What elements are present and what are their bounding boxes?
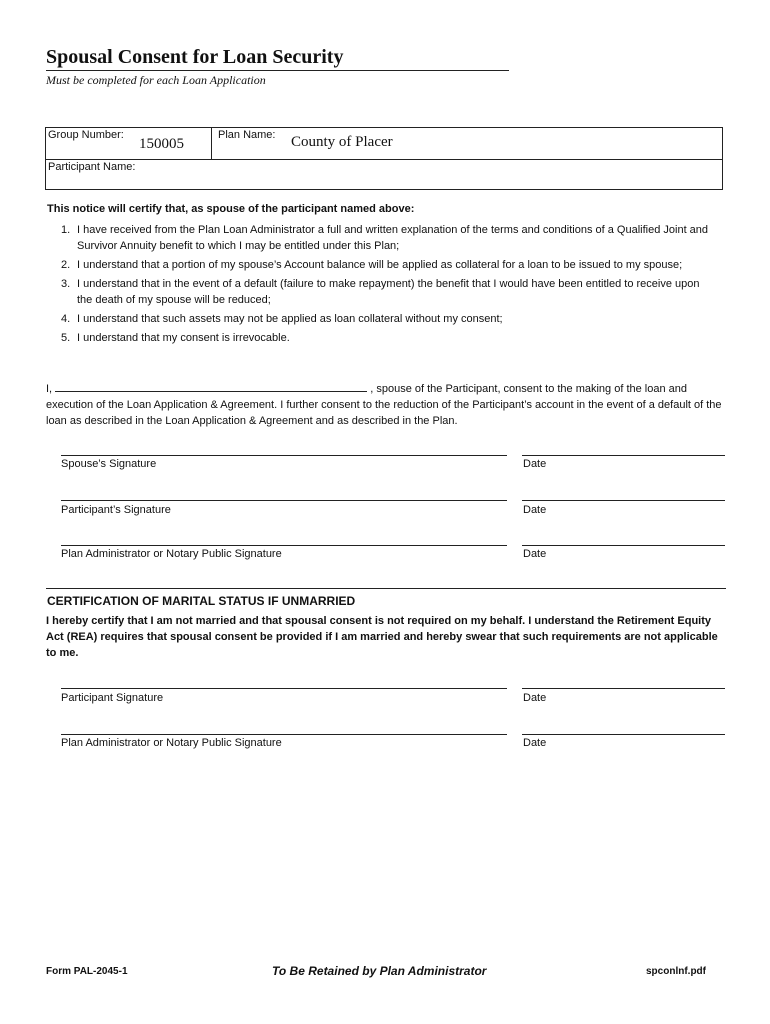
notice-heading: This notice will certify that, as spouse of the participant named above: bbox=[47, 203, 415, 215]
list-text: I understand that my consent is irrevocable. bbox=[77, 332, 290, 344]
list-item bbox=[61, 311, 711, 327]
spouse-signature-label: Spouse’s Signature bbox=[61, 458, 157, 470]
cert-participant-signature-label: Participant Signature bbox=[61, 692, 164, 704]
group-number-field[interactable]: 150005 bbox=[139, 136, 184, 152]
group-number-label: Group Number: bbox=[48, 129, 124, 141]
cert-participant-signature-line[interactable] bbox=[61, 688, 507, 689]
list-number: 2. bbox=[61, 259, 71, 271]
participant-date-line[interactable] bbox=[522, 500, 725, 501]
retention-note: To Be Retained by Plan Administrator bbox=[272, 964, 487, 978]
list-text: I understand that in the event of a default (failure to make repayment) the benefit that I would have been entitled to receive upon the death of my spouse will be reduced; bbox=[77, 278, 700, 306]
file-name: spconlnf.pdf bbox=[646, 966, 706, 977]
list-text: I have received from the Plan Loan Administrator a full and written explanation of the terms and conditions of a Qualified Joint and Survivor Annuity benefit to which I may be entitled under this Plan; bbox=[77, 224, 709, 252]
list-number: 1. bbox=[61, 224, 71, 236]
list-item bbox=[61, 222, 711, 254]
list-item bbox=[61, 330, 711, 346]
list-item bbox=[61, 276, 711, 308]
date-label: Date bbox=[523, 737, 547, 749]
participant-name-label: Participant Name: bbox=[48, 161, 136, 173]
admin-date-line[interactable] bbox=[522, 545, 725, 546]
date-label: Date bbox=[523, 458, 547, 470]
plan-name-field[interactable]: County of Placer bbox=[291, 134, 393, 150]
list-text: I understand that such assets may not be applied as loan collateral without my consent; bbox=[77, 313, 503, 325]
participant-signature-label: Participant’s Signature bbox=[61, 504, 171, 516]
list-number: 3. bbox=[61, 278, 71, 290]
consent-text: , spouse of the Participant, consent to the making of the loan and execution of the Loan Application & Agreement. I further consent to the reduction of the Participant’s account in the event of a default of the loan as described in the Loan Application & Agreement and as described in the Plan. bbox=[46, 383, 722, 427]
page-subtitle: Must be completed for each Loan Application bbox=[46, 73, 266, 87]
certification-body: I hereby certify that I am not married and that spousal consent is not required on my behalf. I understand the Retirement Equity Act (REA) requires that spousal consent be provided if I am married and hereby swear that such requirements are not applicable to me. bbox=[46, 615, 718, 659]
cert-admin-signature-line[interactable] bbox=[61, 734, 507, 735]
date-label: Date bbox=[523, 692, 547, 704]
consent-prefix: I, bbox=[46, 383, 53, 395]
cert-participant-date-line[interactable] bbox=[522, 688, 725, 689]
certification-heading: CERTIFICATION OF MARITAL STATUS IF UNMARRIED bbox=[47, 594, 356, 608]
list-number: 5. bbox=[61, 332, 71, 344]
date-label: Date bbox=[523, 504, 547, 516]
admin-signature-line[interactable] bbox=[61, 545, 507, 546]
date-label: Date bbox=[523, 548, 547, 560]
plan-name-label: Plan Name: bbox=[218, 129, 276, 141]
spouse-signature-line[interactable] bbox=[61, 455, 507, 456]
list-text: I understand that a portion of my spouse’s Account balance will be applied as collateral for a loan to be issued to my spouse; bbox=[77, 259, 683, 271]
list-item bbox=[61, 257, 711, 273]
form-id: Form PAL-2045-1 bbox=[46, 966, 128, 977]
section-divider bbox=[46, 588, 726, 589]
cell-divider bbox=[211, 128, 212, 159]
cert-admin-signature-label: Plan Administrator or Notary Public Signature bbox=[61, 737, 282, 749]
spouse-date-line[interactable] bbox=[522, 455, 725, 456]
page-title: Spousal Consent for Loan Security bbox=[46, 46, 509, 71]
participant-signature-line[interactable] bbox=[61, 500, 507, 501]
notice-list bbox=[61, 222, 711, 349]
list-number: 4. bbox=[61, 313, 71, 325]
plan-info-box bbox=[45, 127, 723, 190]
info-row-group-plan bbox=[46, 128, 722, 160]
consent-paragraph bbox=[46, 380, 726, 429]
admin-signature-label: Plan Administrator or Notary Public Signature bbox=[61, 548, 282, 560]
spouse-name-blank[interactable] bbox=[55, 380, 367, 392]
cert-admin-date-line[interactable] bbox=[522, 734, 725, 735]
